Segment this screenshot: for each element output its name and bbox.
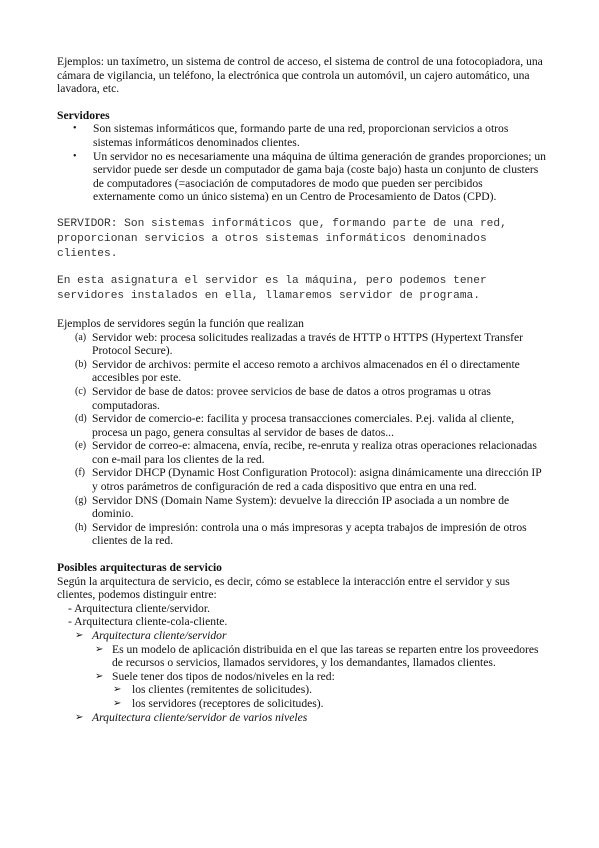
list-marker: (g): [75, 494, 87, 506]
list-item: [57, 150, 547, 204]
list-item-text: Servidor DHCP (Dynamic Host Configuration Protocol): asigna dinámicamente una dirección IP y otros parámetros de configuración de red a cada dispositivo que entra en una red.: [92, 466, 542, 494]
document-body: [57, 55, 547, 724]
multi-level-title: Arquitectura cliente/servidor de varios niveles: [92, 710, 308, 724]
list-item-text: Son sistemas informáticos que, formando parte de una red, proporcionan servicios a otros sistemas informáticos denominados clientes.: [93, 122, 509, 149]
server-examples-list: [57, 331, 547, 549]
list-item-text: Servidor web: procesa solicitudes realizadas a través de HTTP o HTTPS (Hypertext Transfer Protocol Secure).: [92, 330, 524, 358]
cliente-servidor-item: [57, 629, 547, 643]
list-item: [57, 466, 547, 493]
arrow-bullet-icon: ➢: [75, 711, 84, 723]
list-item-text: Servidor de impresión: controla una o más impresoras y acepta trabajos de impresión de otros clientes de la red.: [92, 520, 527, 548]
list-item: [57, 412, 547, 439]
dash-item: - Arquitectura cliente-cola-cliente.: [68, 615, 228, 629]
list-item: [57, 331, 547, 358]
note-code-block: En esta asignatura el servidor es la máquina, pero podemos tener servidores instalados en ella, llamaremos servidor de programa.: [57, 274, 487, 302]
cliente-servidor-title: Arquitectura cliente/servidor: [92, 629, 227, 642]
list-marker: (d): [75, 413, 87, 425]
list-marker: (h): [75, 521, 87, 533]
arrow-bullet-icon: ➢: [113, 684, 122, 696]
list-marker: (a): [75, 331, 87, 343]
list-item-text: Servidor de comercio-e: facilita y procesa transacciones comerciales. P.ej. valida al cliente, procesa un pago, genera consultas al servidor de bases de datos...: [92, 412, 515, 439]
list-marker: (e): [75, 440, 87, 452]
servidores-heading: Servidores: [57, 108, 110, 122]
definition-code-block: SERVIDOR: Son sistemas informáticos que, formando parte de una red, proporcionan servicios a otros sistemas informáticos denominados clientes.: [57, 217, 507, 260]
intro-examples-paragraph: Ejemplos: un taxímetro, un sistema de control de acceso, el sistema de control de una fotocopiadora, una cámara de vigilancia, un teléfono, la electrónica que controla un automóvil, un cajero automático, una lavadora, etc.: [57, 55, 543, 96]
arrow-bullet-icon: ➢: [95, 643, 104, 655]
arquitecturas-heading: Posibles arquitecturas de servicio: [57, 561, 222, 575]
list-item: [57, 358, 547, 385]
arrow-bullet-icon: ➢: [113, 697, 122, 709]
list-item: [57, 439, 547, 466]
node-type-clientes: [57, 683, 547, 697]
cliente-servidor-description: [57, 643, 547, 670]
node-types-item: [57, 670, 547, 684]
list-marker: (b): [75, 358, 87, 370]
arquitecturas-intro: Según la arquitectura de servicio, es decir, cómo se establece la interacción entre el servidor y sus clientes, podemos distinguir entre:: [57, 574, 510, 602]
node-type-servidores: [57, 697, 547, 711]
arrow-bullet-icon: ➢: [95, 670, 104, 682]
server-examples-intro: Ejemplos de servidores según la función que realizan: [57, 316, 304, 330]
list-item-text: Un servidor no es necesariamente una máquina de última generación de grandes proporciones; un servidor puede ser desde un computador de gama baja (coste bajo) hasta un conjunto de clusters de computadores (=asociación de computadores de modo que pueden ser percibidos externamente como un único sistema) en un Centro de Procesamiento de Datos (CPD).: [93, 149, 546, 204]
dash-item: - Arquitectura cliente/servidor.: [68, 601, 210, 615]
list-item-text: los clientes (remitentes de solicitudes).: [132, 683, 312, 697]
list-item: [57, 521, 547, 548]
list-item: [57, 385, 547, 412]
list-item-text: Servidor DNS (Domain Name System): devuelve la dirección IP asociada a un nombre de dominio.: [92, 493, 510, 521]
bullet-icon: •: [73, 150, 77, 162]
servidores-list: [57, 122, 547, 204]
list-item: [57, 494, 547, 521]
list-item-text: los servidores (receptores de solicitudes).: [132, 696, 324, 710]
multi-level-item: [57, 711, 547, 725]
list-marker: (f): [75, 467, 85, 479]
list-marker: (c): [75, 385, 87, 397]
list-item: [57, 122, 547, 149]
list-item-text: Suele tener dos tipos de nodos/niveles en la red:: [112, 669, 335, 683]
list-item-text: Es un modelo de aplicación distribuida en el que las tareas se reparten entre los proveedores de recursos o servicios, llamados servidores, y los demandantes, llamados clientes.: [112, 642, 539, 670]
list-item-text: Servidor de archivos: permite el acceso remoto a archivos almacenados en él o directamente accesibles por este.: [92, 357, 520, 385]
list-item-text: Servidor de correo-e: almacena, envía, recibe, re-enruta y realiza otras operaciones relacionadas con e-mail para los clientes de la red.: [92, 439, 537, 466]
arrow-bullet-icon: ➢: [75, 630, 84, 641]
bullet-icon: •: [73, 123, 77, 135]
list-item-text: Servidor de base de datos: provee servicios de base de datos a otros programas u otras computadoras.: [92, 384, 491, 412]
